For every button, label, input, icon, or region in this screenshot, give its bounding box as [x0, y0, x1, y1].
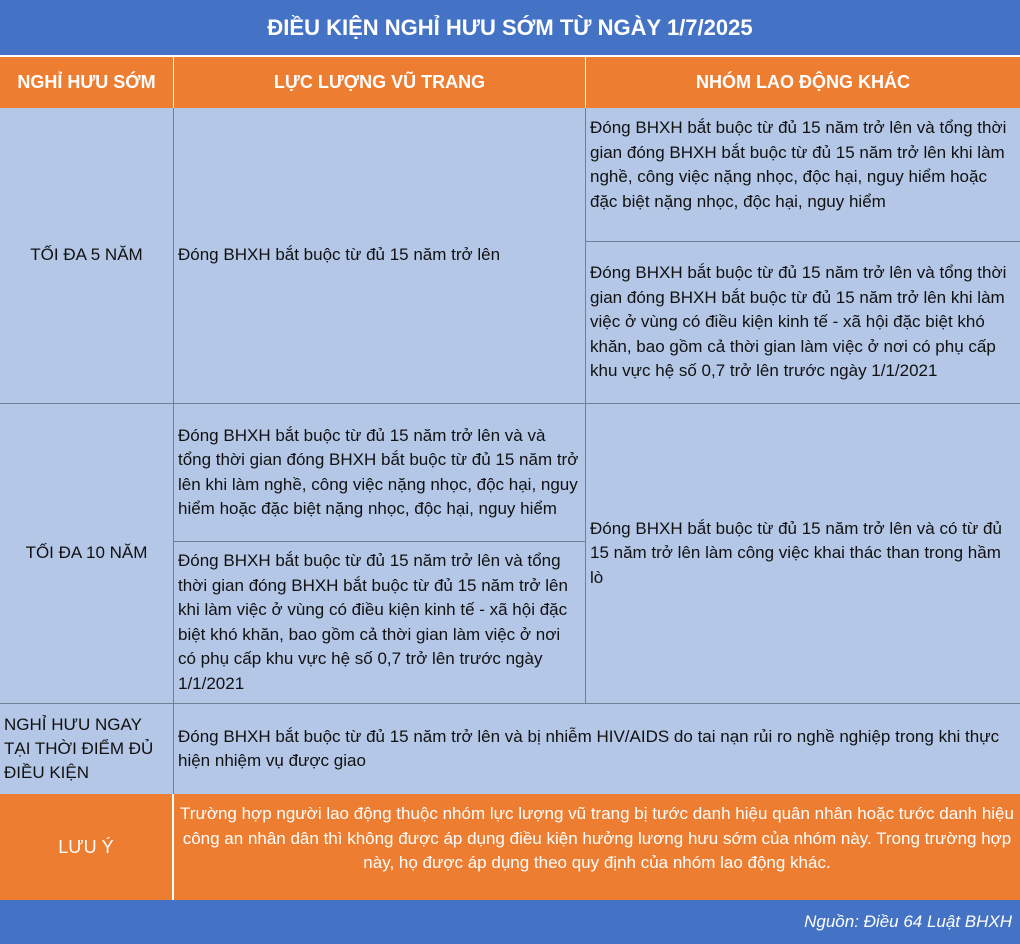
header-armed-forces: LỰC LƯỢNG VŨ TRANG: [174, 57, 585, 108]
armed-max-10-years-difficult-region: Đóng BHXH bắt buộc từ đủ 15 năm trở lên và tổng thời gian đóng BHXH bắt buộc từ đủ 15 năm trở lên khi làm việc ở vùng có điều kiện kinh tế - xã hội đặc biệt khó khăn, bao gồm cả thời gian làm việc ở nơi có phụ cấp khu vực hệ số 0,7 trở lên trước ngày 1/1/2021: [174, 542, 586, 704]
row-label-max-10-years: TỐI ĐA 10 NĂM: [0, 404, 174, 704]
header-other-workers: NHÓM LAO ĐỘNG KHÁC: [586, 57, 1020, 108]
row-label-immediate-retirement: NGHỈ HƯU NGAY TẠI THỜI ĐIỂM ĐỦ ĐIỀU KIỆN: [0, 704, 174, 794]
armed-max-10-years-hazardous: Đóng BHXH bắt buộc từ đủ 15 năm trở lên và và tổng thời gian đóng BHXH bắt buộc từ đủ 15 năm trở lên khi làm nghề, công việc nặng nhọc, độc hại, nguy hiểm hoặc đặc biệt nặng nhọc, độc hại, nguy hiểm: [174, 404, 586, 542]
other-max-10-years-coal-mining: Đóng BHXH bắt buộc từ đủ 15 năm trở lên và có từ đủ 15 năm trở lên làm công việc khai thác than trong hầm lò: [586, 404, 1020, 704]
note-label: LƯU Ý: [0, 794, 173, 900]
note-content: Trường hợp người lao động thuộc nhóm lực lượng vũ trang bị tước danh hiệu quân nhân hoặc tước danh hiệu công an nhân dân thì không được áp dụng điều kiện hưởng lương hưu sớm của nhóm này. Trong trường hợp này, họ được áp dụng theo quy định của nhóm lao động khác.: [174, 794, 1020, 900]
other-max-5-years-hazardous: Đóng BHXH bắt buộc từ đủ 15 năm trở lên và tổng thời gian đóng BHXH bắt buộc từ đủ 15 năm trở lên khi làm nghề, công việc nặng nhọc, độc hại, nguy hiểm hoặc đặc biệt nặng nhọc, độc hại, nguy hiểm: [586, 108, 1020, 242]
other-max-5-years-difficult-region: Đóng BHXH bắt buộc từ đủ 15 năm trở lên và tổng thời gian đóng BHXH bắt buộc từ đủ 15 năm trở lên khi làm việc ở vùng có điều kiện kinh tế - xã hội đặc biệt khó khăn, bao gồm cả thời gian làm việc ở nơi có phụ cấp khu vực hệ số 0,7 trở lên trước ngày 1/1/2021: [586, 242, 1020, 404]
header-early-retirement: NGHỈ HƯU SỚM: [0, 57, 173, 108]
source-footnote: Nguồn: Điều 64 Luật BHXH: [0, 900, 1020, 944]
armed-max-5-years: Đóng BHXH bắt buộc từ đủ 15 năm trở lên: [174, 108, 586, 404]
row-label-max-5-years: TỐI ĐA 5 NĂM: [0, 108, 174, 404]
table-title: ĐIỀU KIỆN NGHỈ HƯU SỚM TỪ NGÀY 1/7/2025: [0, 0, 1020, 56]
immediate-retirement-condition: Đóng BHXH bắt buộc từ đủ 15 năm trở lên và bị nhiễm HIV/AIDS do tai nạn rủi ro nghề nghiệp trong khi thực hiện nhiệm vụ được giao: [174, 704, 1020, 794]
